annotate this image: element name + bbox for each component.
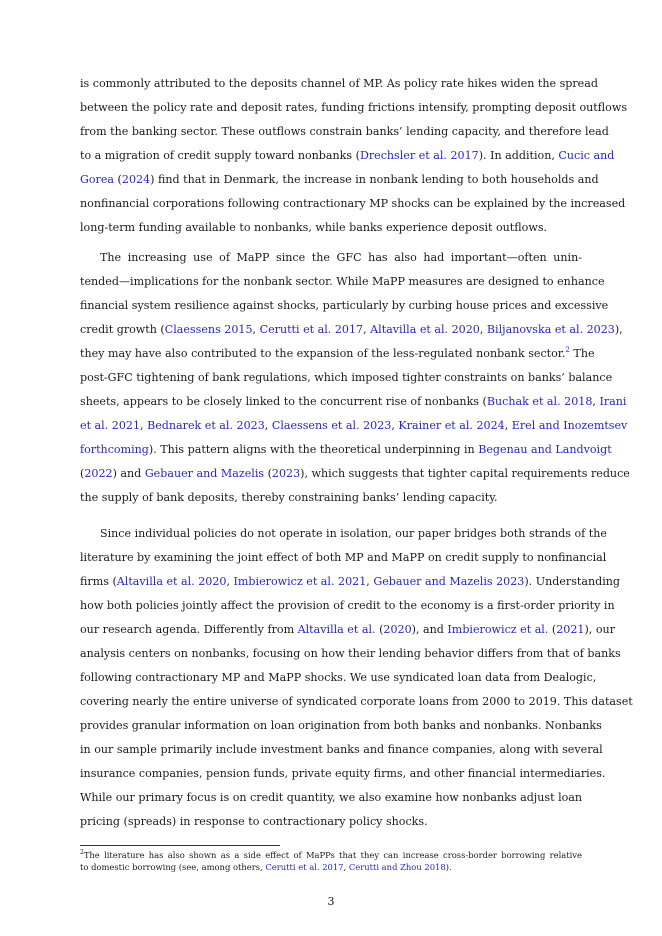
text-line: provides granular information on loan origination from both banks and nonbanks. Nonbanks: [80, 719, 602, 732]
text-line: [80, 443, 612, 457]
citation-link[interactable]: Altavilla et al. 2020: [370, 323, 480, 336]
text-line: analysis centers on nonbanks, focusing on how their lending behavior differs from that of banks: [80, 647, 621, 660]
text-span: ),: [614, 323, 623, 336]
text-span: to a migration of credit supply toward nonbanks (: [80, 149, 360, 162]
text-line: nonfinancial corporations following contractionary MP shocks can be explained by the increased: [80, 197, 626, 210]
text-span: ,: [343, 862, 349, 872]
text-line: [80, 575, 620, 589]
text-line: is commonly attributed to the deposits channel of MP. As policy rate hikes widen the spread: [80, 77, 598, 90]
text-span: ) and: [112, 467, 145, 480]
footnote-marker[interactable]: 2: [565, 346, 570, 354]
citation-link[interactable]: Imbierowicz et al. 2021: [233, 575, 367, 588]
citation-link[interactable]: et al. 2021: [80, 419, 140, 432]
citation-link[interactable]: Begenau and Landvoigt: [478, 443, 612, 456]
text-span: ,: [252, 323, 260, 336]
text-line: covering nearly the entire universe of syndicated corporate loans from 2000 to 2019. This dataset: [80, 695, 633, 708]
text-span: ).: [445, 862, 452, 872]
citation-link[interactable]: Gorea: [80, 173, 115, 186]
text-line: the supply of bank deposits, thereby constraining banks’ lending capacity.: [80, 491, 498, 504]
text-line: [80, 346, 595, 361]
text-line: insurance companies, pension funds, private equity firms, and other financial intermediaries.: [80, 767, 606, 780]
text-line: in our sample primarily include investment banks and finance companies, along with several: [80, 743, 603, 756]
text-span: ), our: [584, 623, 615, 636]
citation-link[interactable]: 2021: [556, 623, 585, 636]
citation-link[interactable]: Altavilla et al. 2020: [116, 575, 227, 588]
text-span: to domestic borrowing (see, among others,: [80, 862, 266, 872]
text-span: credit growth (: [80, 323, 165, 336]
text-span: ). In addition,: [478, 149, 559, 162]
text-span: ,: [366, 575, 374, 588]
text-span: (: [264, 467, 272, 480]
citation-link[interactable]: Erel and Inozemtsev: [511, 419, 628, 432]
text-span: (: [114, 173, 122, 186]
text-line: [80, 623, 615, 637]
citation-link[interactable]: Krainer et al. 2024: [398, 419, 505, 432]
text-line: Since individual policies do not operate in isolation, our paper bridges both strands of the: [100, 527, 607, 540]
text-line: post-GFC tightening of bank regulations, which imposed tighter constraints on banks’ balance: [80, 371, 613, 384]
text-line: financial system resilience against shocks, particularly by curbing house prices and excessive: [80, 299, 609, 312]
text-line: [80, 149, 615, 163]
text-span: The: [569, 347, 595, 360]
text-line: from the banking sector. These outflows constrain banks’ lending capacity, and therefore lead: [80, 125, 609, 138]
citation-link[interactable]: Irani: [599, 395, 627, 408]
citation-link[interactable]: Gebauer and Mazelis 2023: [373, 575, 525, 588]
text-span: (: [548, 623, 557, 636]
text-line: The increasing use of MaPP since the GFC has also had important—often unin-: [100, 251, 582, 264]
text-span: ) find that in Denmark, the increase in nonbank lending to both households and: [150, 173, 599, 186]
text-span: ,: [479, 323, 487, 336]
text-line: [80, 323, 623, 337]
citation-link[interactable]: 2024: [121, 173, 151, 186]
text-line: pricing (spreads) in response to contractionary policy shocks.: [80, 815, 428, 828]
text-line: [80, 395, 627, 409]
text-span: ,: [226, 575, 234, 588]
citation-link[interactable]: Claessens et al. 2023: [271, 419, 392, 432]
text-span: ), and: [411, 623, 448, 636]
text-span: our research agenda. Differently from: [80, 623, 298, 636]
footnote-line: [80, 850, 582, 861]
citation-link[interactable]: Buchak et al. 2018: [486, 395, 593, 408]
citation-link[interactable]: Gebauer and Mazelis: [144, 467, 265, 480]
text-span: ,: [592, 395, 600, 408]
citation-link[interactable]: forthcoming: [80, 443, 149, 456]
citation-link[interactable]: 2020: [383, 623, 412, 636]
text-line: following contractionary MP and MaPP shocks. We use syndicated loan data from Dealogic,: [80, 671, 597, 684]
text-line: While our primary focus is on credit quantity, we also examine how nonbanks adjust loan: [80, 791, 583, 804]
citation-link[interactable]: Imbierowicz et al.: [447, 623, 549, 636]
citation-link[interactable]: Altavilla et al.: [297, 623, 376, 636]
citation-link[interactable]: Claessens 2015: [164, 323, 253, 336]
text-span: ), which suggests that tighter capital requirements reduce: [300, 467, 630, 480]
text-span: (: [375, 623, 384, 636]
text-line: literature by examining the joint effect of both MP and MaPP on credit supply to nonfinancial: [80, 551, 607, 564]
text-span: ). Understanding: [524, 575, 620, 588]
text-span: ,: [264, 419, 272, 432]
text-line: [80, 173, 599, 187]
footnote-number: 2: [80, 849, 84, 856]
text-span: (: [80, 467, 85, 480]
citation-link[interactable]: Bednarek et al. 2023: [147, 419, 265, 432]
footnote-line: [80, 862, 582, 873]
text-span: ,: [391, 419, 399, 432]
citation-link[interactable]: Cerutti and Zhou 2018: [348, 862, 446, 872]
citation-link[interactable]: Drechsler et al. 2017: [359, 149, 479, 162]
text-line: between the policy rate and deposit rates, funding frictions intensify, prompting deposit outflows: [80, 101, 628, 114]
citation-link[interactable]: 2022: [84, 467, 113, 480]
text-span: ). This pattern aligns with the theoretical underpinning in: [148, 443, 479, 456]
text-span: ,: [140, 419, 148, 432]
text-span: The literature has also shown as a side effect of MaPPs that they can increase cross-border borrowing relative: [83, 850, 582, 860]
page-number: 3: [327, 895, 335, 908]
footnote-divider: [80, 845, 280, 846]
text-line: [80, 467, 630, 481]
citation-link[interactable]: Cerutti et al. 2017: [259, 323, 364, 336]
citation-link[interactable]: Cerutti et al. 2017: [265, 862, 344, 872]
text-span: sheets, appears to be closely linked to the concurrent rise of nonbanks (: [80, 395, 487, 408]
text-span: they may have also contributed to the expansion of the less-regulated nonbank sector.: [80, 347, 566, 360]
text-span: firms (: [80, 575, 117, 588]
text-span: ,: [363, 323, 371, 336]
citation-link[interactable]: Biljanovska et al. 2023: [486, 323, 615, 336]
text-line: [80, 419, 628, 433]
text-line: how both policies jointly affect the provision of credit to the economy is a first-order priority in: [80, 599, 615, 612]
citation-link[interactable]: Cucic and: [558, 149, 615, 162]
text-line: long-term funding available to nonbanks, while banks experience deposit outflows.: [80, 221, 548, 234]
citation-link[interactable]: 2023: [271, 467, 301, 480]
text-span: ,: [504, 419, 512, 432]
text-line: tended—implications for the nonbank sector. While MaPP measures are designed to enhance: [80, 275, 605, 288]
